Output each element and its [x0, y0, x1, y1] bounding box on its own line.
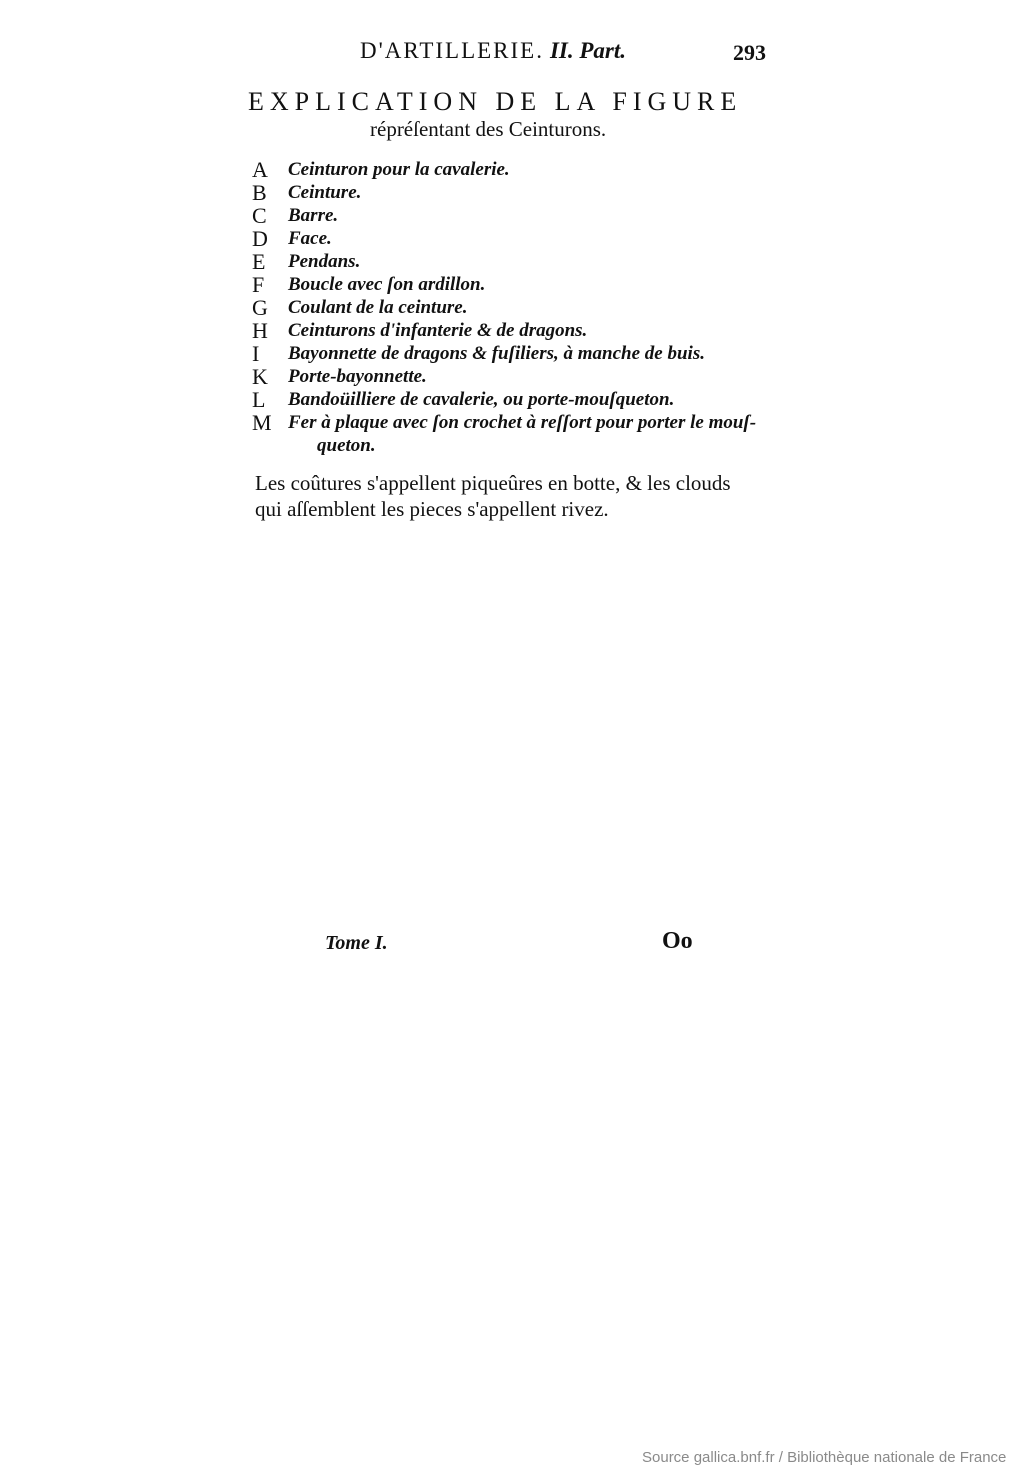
legend-letter: C [252, 203, 267, 228]
note-line: qui aſſemblent les pieces s'appellent rivez. [255, 497, 609, 521]
volume-label: Tome I. [325, 932, 388, 954]
source-watermark: Source gallica.bnf.fr / Bibliothèque nationale de France [642, 1449, 1007, 1466]
legend-item [252, 296, 782, 319]
legend-item [252, 227, 782, 250]
section-subtitle: répréſentant des Ceinturons. [370, 117, 607, 141]
legend-item [252, 342, 782, 365]
legend-text: Porte-bayonnette. [288, 366, 427, 387]
legend-item [252, 204, 782, 227]
legend-text: Ceinturon pour la cavalerie. [288, 159, 510, 180]
legend-text: Ceinturons d'infanterie & de dragons. [288, 320, 588, 341]
legend-item [252, 411, 782, 434]
legend-item [252, 388, 782, 411]
figure-legend [252, 158, 782, 457]
legend-text: Ceinture. [288, 182, 362, 203]
legend-text: Barre. [288, 205, 339, 226]
page-number: 293 [733, 40, 766, 65]
running-head [360, 38, 626, 64]
running-head-title: D'ARTILLERIE. [360, 38, 544, 63]
legend-letter: B [252, 180, 267, 205]
legend-item [252, 158, 782, 181]
legend-item [252, 273, 782, 296]
legend-letter: L [252, 387, 266, 412]
legend-item [252, 250, 782, 273]
legend-letter: A [252, 157, 268, 182]
section-title: EXPLICATION DE LA FIGURE [248, 87, 743, 116]
legend-letter: D [252, 226, 268, 251]
legend-text: Boucle avec ſon ardillon. [288, 274, 486, 295]
signature-mark: Oo [662, 928, 693, 954]
legend-text: Pendans. [288, 251, 361, 272]
legend-text: Face. [288, 228, 332, 249]
legend-letter: E [252, 249, 266, 274]
running-head-part: II. Part. [549, 38, 627, 63]
legend-text: Coulant de la ceinture. [288, 297, 468, 318]
note-paragraph [255, 470, 775, 522]
legend-text: Fer à plaque avec ſon crochet à reſſort pour porter le mouſ- [288, 412, 757, 433]
legend-text: Bayonnette de dragons & fuſiliers, à manche de buis. [288, 343, 705, 364]
legend-letter: F [252, 272, 265, 297]
legend-letter: H [252, 318, 268, 343]
legend-item [252, 319, 782, 342]
legend-text: Bandoüilliere de cavalerie, ou porte-mouſqueton. [288, 389, 675, 410]
legend-letter: K [252, 364, 268, 389]
legend-text: queton. [317, 435, 376, 456]
legend-item [252, 181, 782, 204]
legend-letter: M [252, 410, 272, 435]
note-line: Les coûtures s'appellent piqueûres en botte, & les clouds [255, 471, 731, 495]
legend-item-continuation [252, 434, 782, 457]
legend-item [252, 365, 782, 388]
legend-letter: G [252, 295, 268, 320]
legend-letter: I [252, 341, 260, 366]
